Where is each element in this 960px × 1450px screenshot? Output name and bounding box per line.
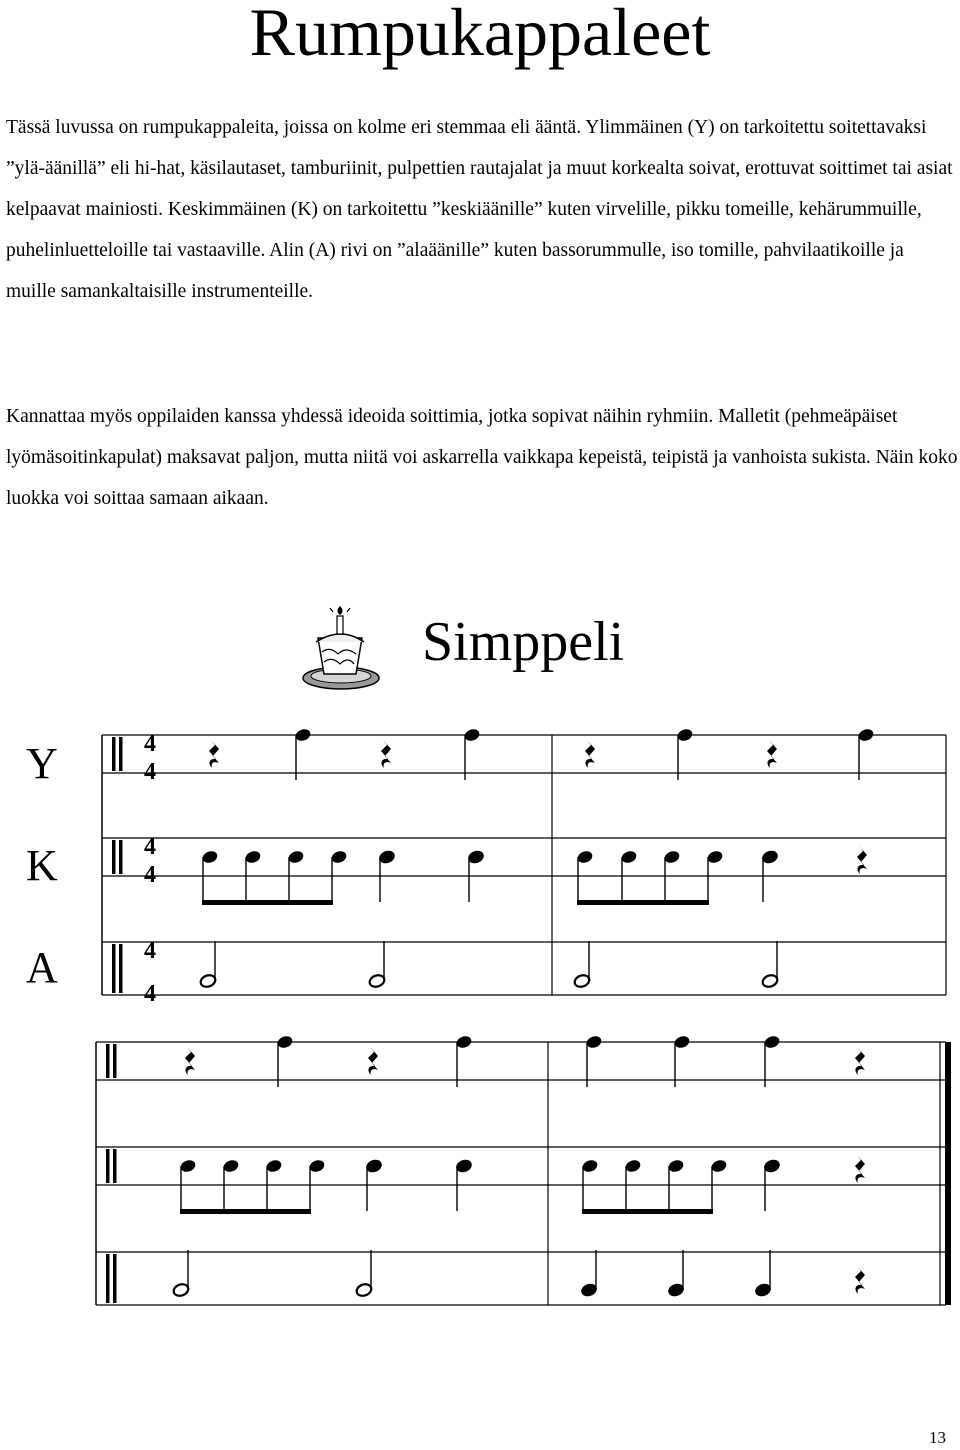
eighth-beam: [582, 1209, 713, 1214]
system-1: [102, 735, 946, 995]
row-label-y: Y: [26, 739, 58, 788]
notehead: [365, 1158, 383, 1173]
percussion-clef: [119, 944, 123, 993]
half-notehead: [368, 973, 386, 988]
notehead: [244, 849, 262, 864]
notehead: [663, 849, 681, 864]
notehead: [667, 1158, 685, 1173]
percussion-clef: [119, 737, 123, 771]
quarter-rest: [855, 1155, 865, 1183]
percussion-clef: [112, 944, 116, 993]
time-signature-denominator: 4: [144, 862, 156, 888]
half-notehead: [761, 973, 779, 988]
percussion-clef: [106, 1044, 110, 1078]
notehead: [179, 1158, 197, 1173]
eighth-beam: [202, 900, 333, 905]
half-notehead: [172, 1282, 190, 1297]
notehead: [378, 849, 396, 864]
quarter-rest: [857, 846, 867, 874]
notehead: [308, 1158, 326, 1173]
quarter-rest: [585, 740, 595, 768]
page-title: Rumpukappaleet: [249, 0, 711, 70]
row-label-k: K: [26, 841, 58, 890]
eighth-beam: [577, 900, 709, 905]
notehead: [710, 1158, 728, 1173]
eighth-beam: [180, 1209, 311, 1214]
notehead: [287, 849, 305, 864]
notehead: [581, 1158, 599, 1173]
notehead: [763, 1034, 781, 1049]
notehead: [857, 727, 875, 742]
notehead: [455, 1034, 473, 1049]
notehead: [455, 1158, 473, 1173]
page-number: 13: [929, 1428, 946, 1447]
quarter-rest: [209, 740, 219, 768]
notehead: [201, 849, 219, 864]
notehead: [580, 1282, 598, 1297]
time-signature-numerator: 4: [144, 834, 156, 860]
quarter-rest: [855, 1047, 865, 1075]
notehead: [294, 727, 312, 742]
percussion-clef: [106, 1149, 110, 1183]
notehead: [330, 849, 348, 864]
notehead: [276, 1034, 294, 1049]
time-signature-numerator: 4: [144, 731, 156, 757]
notehead: [576, 849, 594, 864]
row-label-a: A: [26, 943, 58, 992]
percussion-clef: [112, 840, 116, 874]
notehead: [624, 1158, 642, 1173]
quarter-rest: [381, 740, 391, 768]
tips-paragraph: Kannattaa myös oppilaiden kanssa yhdessä ideoida soittimia, jotka sopivat näihin ryhmiin. Malletit (pehmeäpäiset lyömäsoitinkapulat) maksavat paljon, mutta niitä voi askarrella vaikkapa kepeistä, teipistä ja vanhoista sukista. Näin koko luokka voi soittaa samaan aikaan.: [6, 406, 958, 509]
song-title: Simppeli: [422, 611, 625, 673]
quarter-rest: [185, 1047, 195, 1075]
quarter-rest: [368, 1047, 378, 1075]
notehead: [467, 849, 485, 864]
intro-paragraph: Tässä luvussa on rumpukappaleita, joissa on kolme eri stemmaa eli ääntä. Ylimmäinen (Y) on tarkoitettu soitettavaksi ”ylä-äänillä” eli hi-hat, käsilautaset, tamburiinit, pulpettien rautajalat ja muut korkealta soivat, erottuvat soittimet tai asiat kelpaavat mainiosti. Keskimmäinen (K) on tarkoitettu ”keskiäänille” kuten virvelille, pikku tomeille, kehärummuille, puhelinluetteloille tai vastaaville. Alin (A) rivi on ”alaäänille” kuten bassorummulle, iso tomille, pahvilaatikoille ja muille samankaltaisille instrumenteille.: [6, 117, 953, 302]
percussion-clef: [113, 1044, 117, 1078]
percussion-clef: [106, 1254, 110, 1303]
notehead: [676, 727, 694, 742]
half-notehead: [573, 973, 591, 988]
quarter-rest: [855, 1266, 865, 1294]
notehead: [754, 1282, 772, 1297]
time-signature-denominator: 4: [144, 981, 156, 1007]
notehead: [763, 1158, 781, 1173]
notehead: [222, 1158, 240, 1173]
notehead: [673, 1034, 691, 1049]
quarter-rest: [767, 740, 777, 768]
half-notehead: [355, 1282, 373, 1297]
notehead: [585, 1034, 603, 1049]
final-barline-thick: [945, 1042, 951, 1305]
time-signature-denominator: 4: [144, 759, 156, 785]
notehead: [706, 849, 724, 864]
notehead: [463, 727, 481, 742]
percussion-clef: [119, 840, 123, 874]
percussion-clef: [112, 737, 116, 771]
notehead: [667, 1282, 685, 1297]
time-signature-numerator: 4: [144, 938, 156, 964]
notehead: [761, 849, 779, 864]
percussion-clef: [113, 1149, 117, 1183]
notehead: [620, 849, 638, 864]
half-notehead: [199, 973, 217, 988]
notehead: [265, 1158, 283, 1173]
percussion-clef: [113, 1254, 117, 1303]
